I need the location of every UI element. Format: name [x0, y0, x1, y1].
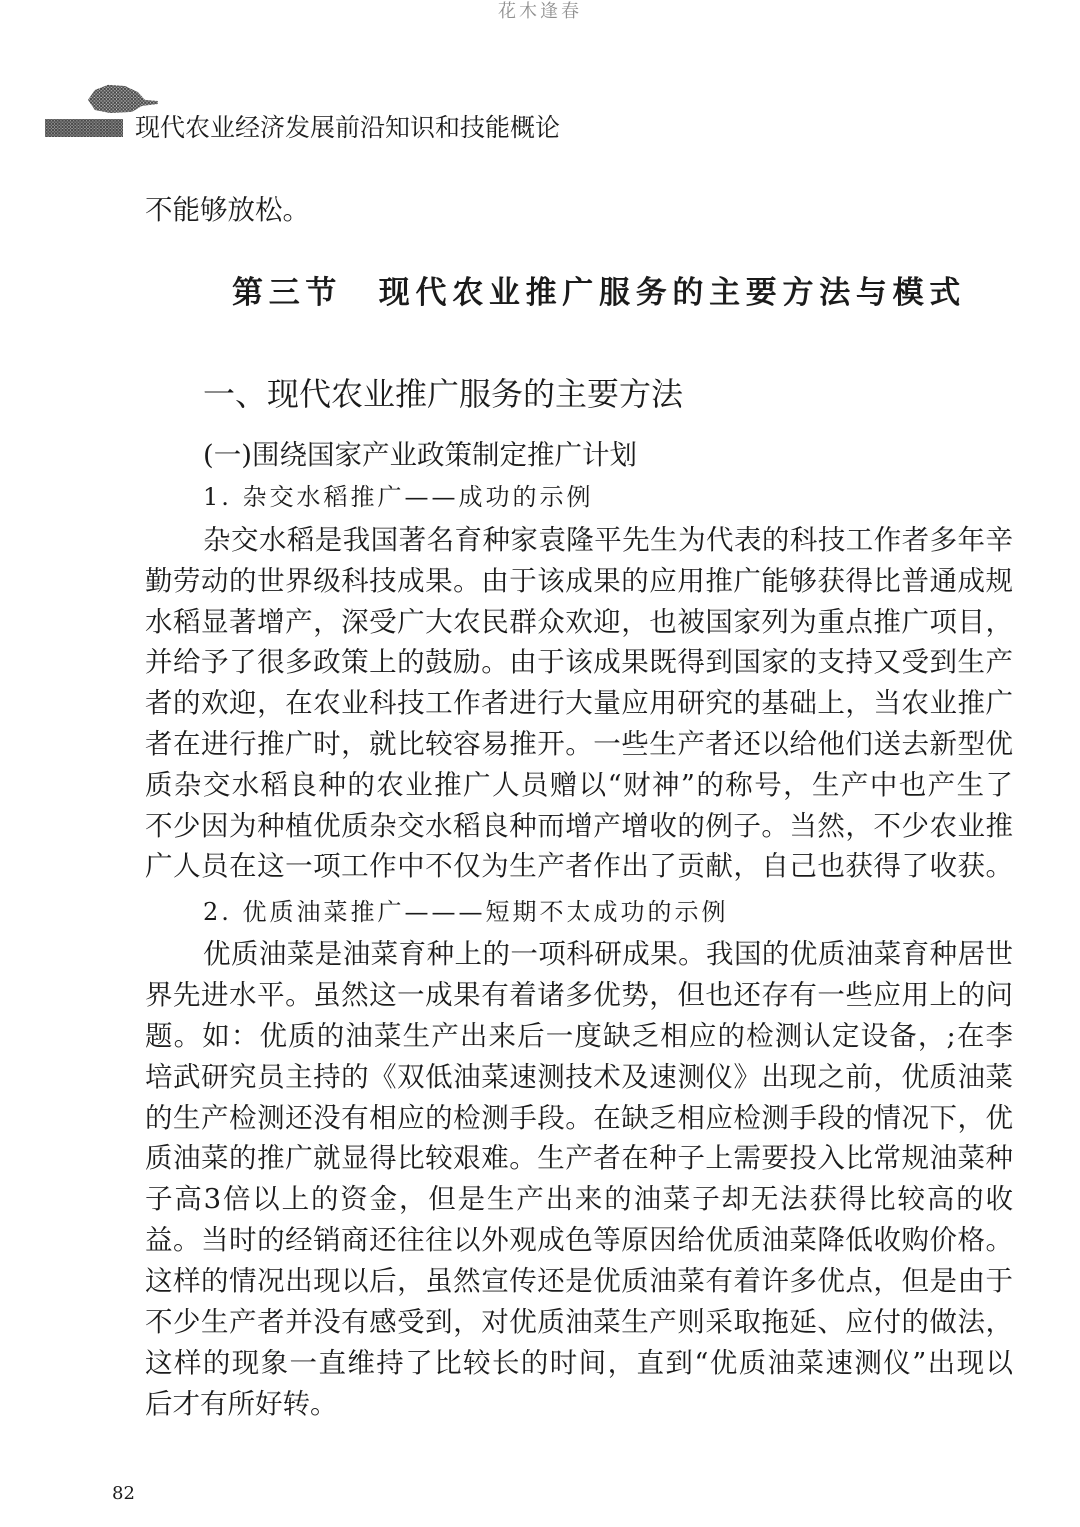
paragraph-line: 水稻显著增产，深受广大农民群众欢迎，也被国家列为重点推广项目， — [145, 605, 1013, 638]
paragraph-line: 者在进行推广时，就比较容易推开。一些生产者还以给他们送去新型优 — [145, 727, 1013, 760]
paragraph-line: 培武研究员主持的《双低油菜速测技术及速测仪》出现之前，优质油菜 — [145, 1060, 1013, 1093]
paragraph-line: 杂交水稻是我国著名育种家袁隆平先生为代表的科技工作者多年辛 — [203, 524, 1013, 556]
example-1-paragraph — [145, 520, 1013, 887]
paragraph-line: 质杂交水稻良种的农业推广人员赠以“财神”的称号，生产中也产生了 — [145, 768, 1013, 801]
paragraph-line: 并给予了很多政策上的鼓励。由于该成果既得到国家的支持又受到生产 — [145, 646, 1013, 679]
page-number: 82 — [112, 1483, 135, 1504]
example-2-title: 2. 优质油菜推广———短期不太成功的示例 — [203, 898, 729, 926]
paragraph-line: 的生产检测还没有相应的检测手段。在缺乏相应检测手段的情况下，优 — [145, 1101, 1013, 1134]
logo-base-bar — [45, 119, 123, 137]
paragraph-line: 不少因为种植优质杂交水稻良种而增产增收的例子。当然，不少农业推 — [145, 809, 1013, 842]
paragraph-line: 质油菜的推广就显得比较艰难。生产者在种子上需要投入比常规油菜种 — [145, 1142, 1013, 1175]
paragraph-line: 子高3倍以上的资金，但是生产出来的油菜子却无法获得比较高的收 — [145, 1183, 1013, 1216]
section-title: 第三节 现代农业推广服务的主要方法与模式 — [232, 275, 966, 311]
paragraph-line: 勤劳动的世界级科技成果。由于该成果的应用推广能够获得比普通成规 — [145, 564, 1013, 597]
carryover-line: 不能够放松。 — [145, 194, 310, 226]
logo-leaf-shape — [86, 84, 160, 114]
example-2-paragraph — [145, 934, 1013, 1425]
paragraph-line: 界先进水平。虽然这一成果有着诸多优势，但也还存有一些应用上的问 — [145, 978, 1013, 1011]
paragraph-line: 这样的情况出现以后，虽然宣传还是优质油菜有着许多优点，但是由于 — [145, 1265, 1013, 1298]
paragraph-line: 者的欢迎，在农业科技工作者进行大量应用研究的基础上，当农业推广 — [145, 687, 1013, 720]
paragraph-line: 优质油菜是油菜育种上的一项科研成果。我国的优质油菜育种居世 — [203, 938, 1013, 970]
paragraph-line: 广人员在这一项工作中不仅为生产者作出了贡献，自己也获得了收获。 — [145, 850, 1013, 883]
paragraph-line: 益。当时的经销商还往往以外观成色等原因给优质油菜降低收购价格。 — [145, 1224, 1013, 1257]
paragraph-line: 题。如：优质的油菜生产出来后一度缺乏相应的检测认定设备，;在李 — [145, 1019, 1013, 1052]
running-header-title: 现代农业经济发展前沿知识和技能概论 — [135, 113, 561, 142]
example-1-title: 1. 杂交水稻推广——成功的示例 — [203, 483, 594, 511]
paragraph-line: 不少生产者并没有感受到，对优质油菜生产则采取拖延、应付的做法， — [145, 1306, 1013, 1339]
heading-level-2: (一)围绕国家产业政策制定推广计划 — [203, 439, 637, 471]
paragraph-line: 这样的现象一直维持了比较长的时间，直到“优质油菜速测仪”出现以 — [145, 1346, 1013, 1379]
watermark-text: 花木逢春 — [498, 1, 582, 22]
paragraph-line: 后才有所好转。 — [145, 1387, 338, 1420]
heading-level-1: 一、现代农业推广服务的主要方法 — [203, 375, 684, 413]
